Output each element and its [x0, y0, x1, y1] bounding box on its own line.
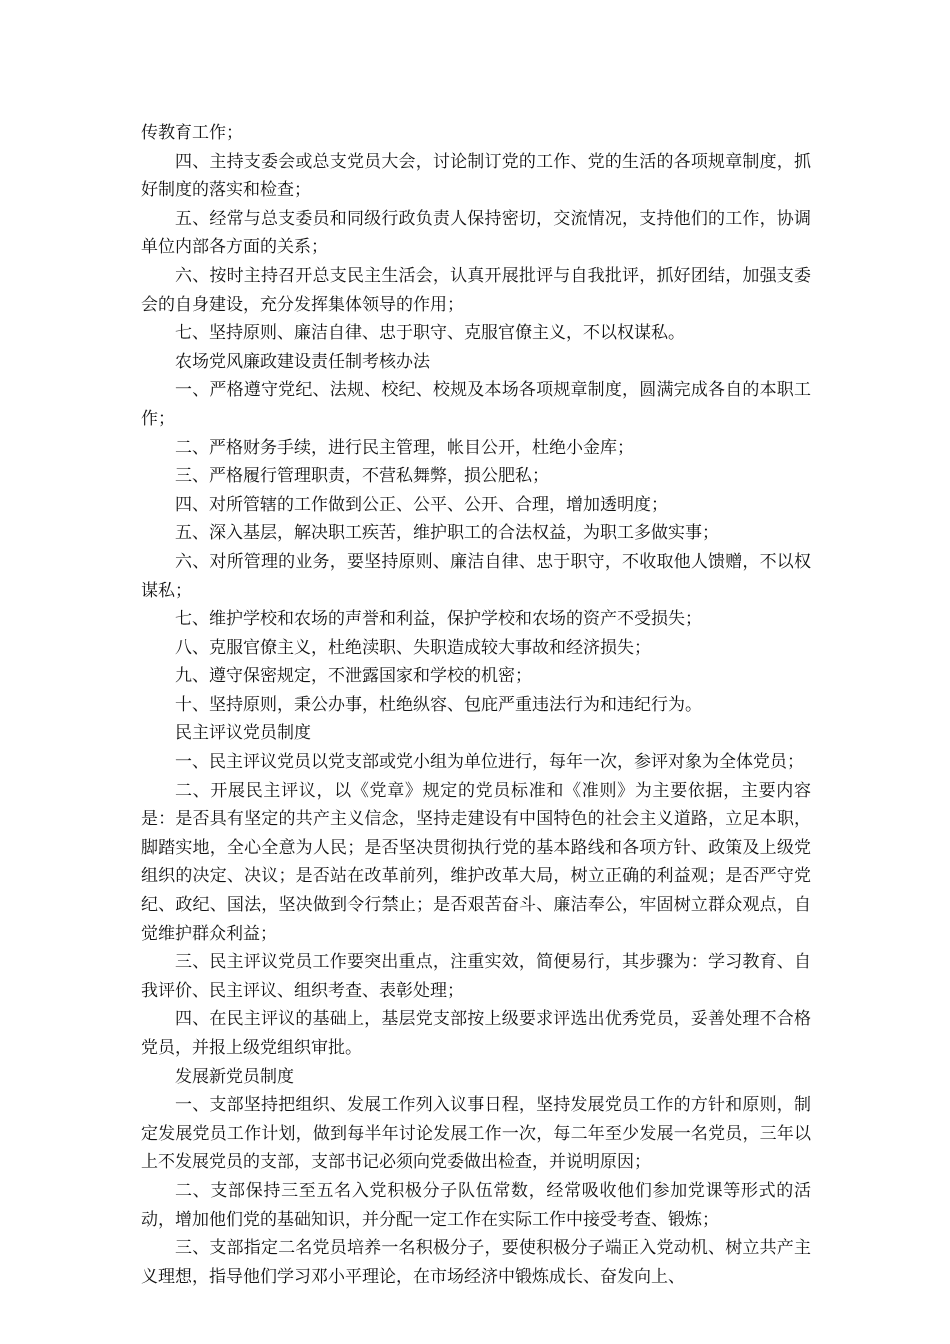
section-heading: 农场党风廉政建设责任制考核办法: [175, 351, 430, 372]
body-paragraph: 二、开展民主评议，以《党章》规定的党员标准和《准则》为主要依据，主要内容是：是否具有坚定的共产主义信念，坚持走建设有中国特色的社会主义道路，立足本职，脚踏实地，全心全意为人民；是否坚决贯彻执行党的基本路线和各项方针、政策及上级党组织的决定、决议；是否站在改革前列，维护改革大局，树立正确的利益观；是否严守党纪、政纪、国法，坚决做到令行禁止；是否艰苦奋斗、廉洁奉公，牢固树立群众观点，自觉维护群众利益；: [141, 780, 811, 944]
body-paragraph: 三、严格履行管理职责，不营私舞弊，损公肥私；: [175, 466, 549, 487]
body-paragraph: 三、民主评议党员工作要突出重点，注重实效，简便易行，其步骤为：学习教育、自我评价、民主评议、组织考查、表彰处理；: [141, 952, 811, 1001]
section-heading: 发展新党员制度: [175, 1066, 294, 1087]
body-paragraph: 一、支部坚持把组织、发展工作列入议事日程，坚持发展党员工作的方针和原则，制定发展党员工作计划，做到每半年讨论发展工作一次，每二年至少发展一名党员，三年以上不发展党员的支部，支部书记必须向党委做出检查，并说明原因；: [141, 1095, 811, 1173]
section-heading: 民主评议党员制度: [175, 723, 311, 744]
body-paragraph: 五、深入基层，解决职工疾苦，维护职工的合法权益，为职工多做实事；: [175, 523, 719, 544]
body-paragraph: 六、对所管理的业务，要坚持原则、廉洁自律、忠于职守，不收取他人馈赠，不以权谋私；: [141, 551, 811, 601]
body-paragraph: 十、坚持原则，秉公办事，杜绝纵容、包庇严重违法行为和违纪行为。: [175, 694, 702, 715]
body-paragraph: 三、支部指定二名党员培养一名积极分子，要使积极分子端正入党动机、树立共产主义理想，指导他们学习邓小平理论，在市场经济中锻炼成长、奋发向上、: [141, 1238, 811, 1287]
body-paragraph: 六、按时主持召开总支民主生活会，认真开展批评与自我批评，抓好团结，加强支委会的自身建设，充分发挥集体领导的作用；: [141, 265, 811, 315]
body-paragraph: 八、克服官僚主义，杜绝渎职、失职造成较大事故和经济损失；: [175, 637, 651, 658]
body-paragraph: 传教育工作；: [141, 123, 243, 143]
body-paragraph: 四、主持支委会或总支党员大会，讨论制订党的工作、党的生活的各项规章制度，抓好制度的落实和检查；: [141, 151, 811, 201]
body-paragraph: 五、经常与总支委员和同级行政负责人保持密切，交流情况，支持他们的工作，协调单位内部各方面的关系；: [141, 208, 811, 258]
body-paragraph: 七、坚持原则、廉洁自律、忠于职守、克服官僚主义，不以权谋私。: [175, 323, 685, 344]
body-paragraph: 一、严格遵守党纪、法规、校纪、校规及本场各项规章制度，圆满完成各自的本职工作；: [141, 380, 811, 429]
body-paragraph: 二、严格财务手续，进行民主管理，帐目公开，杜绝小金库；: [175, 437, 634, 458]
body-paragraph: 九、遵守保密规定，不泄露国家和学校的机密；: [175, 666, 532, 687]
body-paragraph: 一、民主评议党员以党支部或党小组为单位进行，每年一次，参评对象为全体党员；: [175, 752, 804, 773]
body-paragraph: 四、对所管辖的工作做到公正、公平、公开、合理，增加透明度；: [175, 494, 668, 515]
document-page: [141, 119, 811, 1291]
body-paragraph: 七、维护学校和农场的声誉和利益，保护学校和农场的资产不受损失；: [175, 609, 702, 630]
body-paragraph: 四、在民主评议的基础上，基层党支部按上级要求评选出优秀党员，妥善处理不合格党员，并报上级党组织审批。: [141, 1009, 811, 1058]
body-paragraph: 二、支部保持三至五名入党积极分子队伍常数，经常吸收他们参加党课等形式的活动，增加他们党的基础知识，并分配一定工作在实际工作中接受考查、锻炼；: [141, 1180, 811, 1230]
